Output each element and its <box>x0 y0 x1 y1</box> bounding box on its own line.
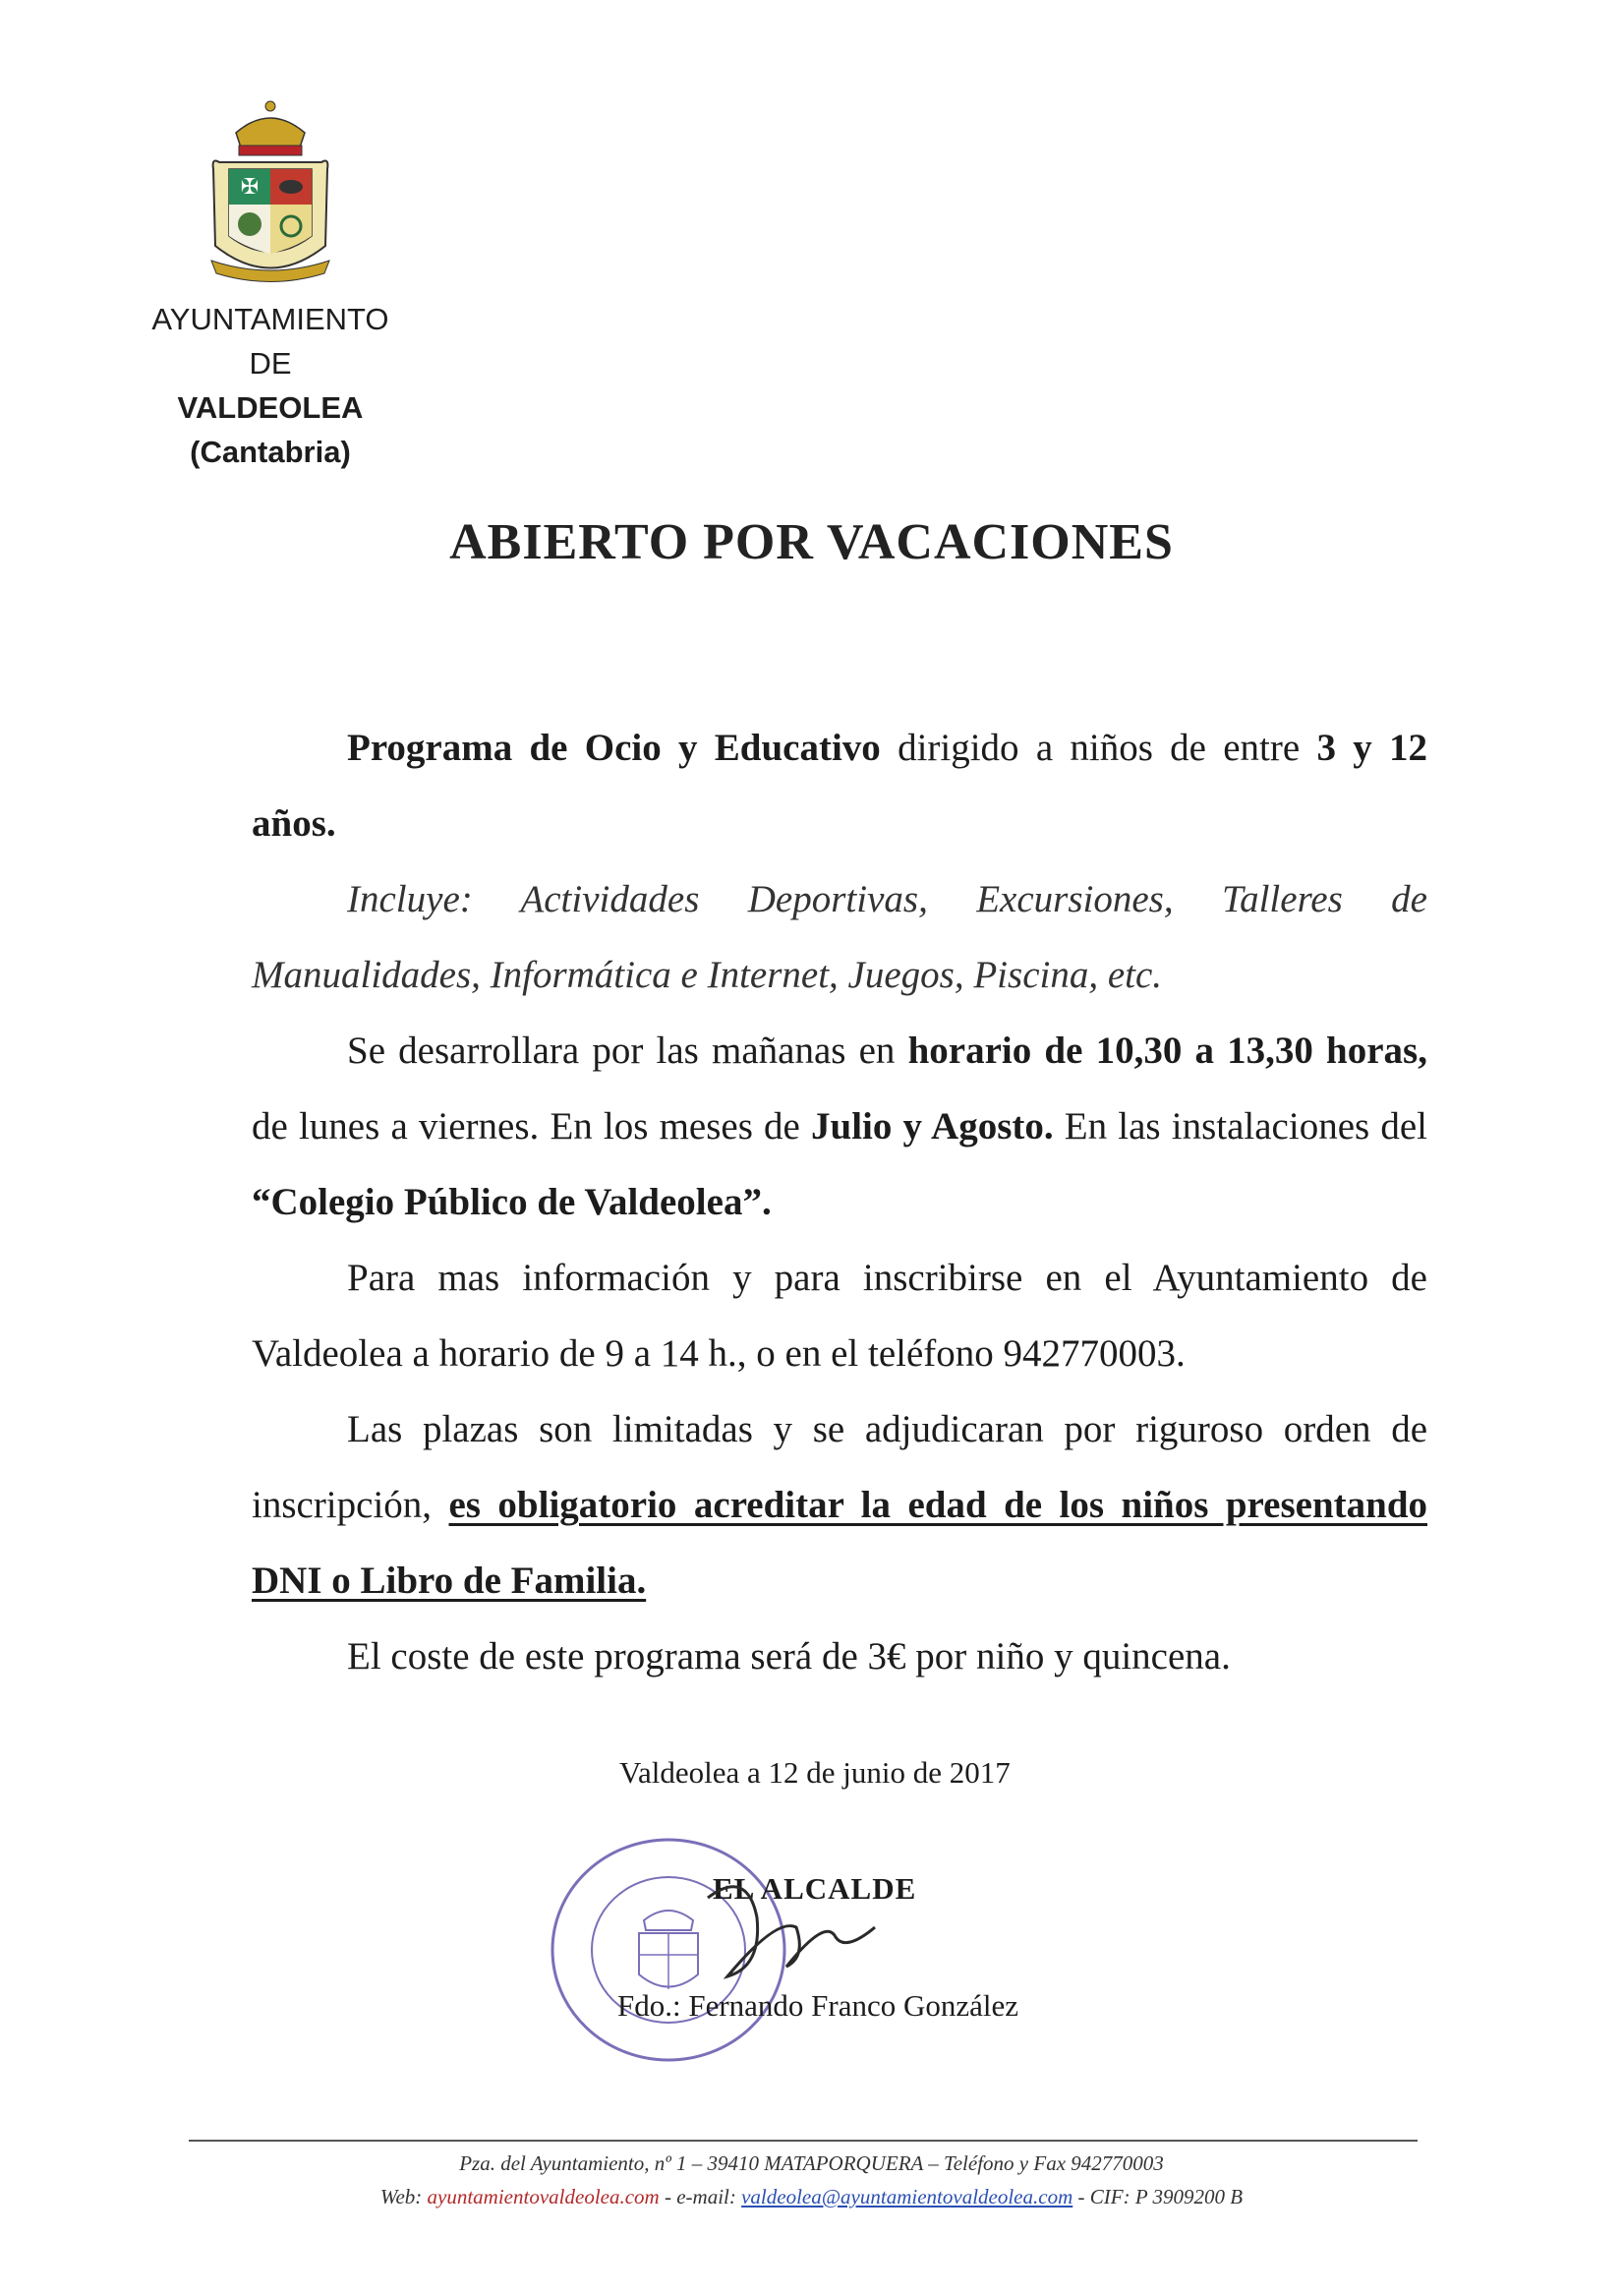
organization-name <box>98 297 442 474</box>
website-link[interactable]: ayuntamientovaldeolea.com <box>427 2185 660 2208</box>
mayor-title: EL ALCALDE <box>713 1871 917 1906</box>
org-line-3: VALDEOLEA <box>177 390 364 425</box>
notice-body <box>252 710 1427 1694</box>
signed-by: Fdo.: Fernando Franco González <box>617 1988 1019 2023</box>
paragraph-info: Para mas información y para inscribirse en el Ayuntamiento de Valdeolea a horario de 9 a 14 h., o en el teléfono 942770003. <box>252 1257 1427 1375</box>
coat-of-arms-logo <box>202 98 339 290</box>
svg-text:✠: ✠ <box>240 174 260 199</box>
venue-name: “Colegio Público de Valdeolea”. <box>252 1181 772 1223</box>
schedule-hours: horario de 10,30 a 13,30 horas, <box>907 1030 1427 1072</box>
email-label: - e-mail: <box>659 2185 742 2208</box>
org-line-1: AYUNTAMIENTO <box>151 302 389 336</box>
org-line-4: (Cantabria) <box>190 435 351 469</box>
paragraph-schedule <box>252 1013 1427 1240</box>
program-target: dirigido a niños de entre <box>880 727 1317 769</box>
email-link[interactable]: valdeolea@ayuntamientovaldeolea.com <box>741 2185 1073 2208</box>
paragraph-places <box>252 1391 1427 1619</box>
org-line-2: DE <box>249 346 292 381</box>
places-text: Las plazas son limitadas y se adjudicaran por riguroso orden de inscripción, <box>252 1408 1427 1526</box>
web-label: Web: <box>379 2185 428 2208</box>
paragraph-cost: El coste de este programa será de 3€ por niño y quincena. <box>347 1635 1231 1678</box>
paragraph-includes: Incluye: Actividades Deportivas, Excursiones, Talleres de Manualidades, Informática e Internet, Juegos, Piscina, etc. <box>252 878 1427 996</box>
footer-address: Pza. del Ayuntamiento, nº 1 – 39410 MATAPORQUERA – Teléfono y Fax 942770003 <box>459 2151 1164 2175</box>
footer-divider <box>189 2140 1418 2142</box>
age-range: 3 y 12 años. <box>252 727 1427 845</box>
handwritten-signature <box>688 1858 885 1996</box>
schedule-months: Julio y Agosto. <box>811 1105 1054 1148</box>
requirement-text: es obligatorio acreditar la edad de los niños presentando DNI o Libro de Familia. <box>252 1484 1428 1602</box>
schedule-intro: Se desarrollara por las mañanas en <box>347 1030 908 1072</box>
footer-contact <box>0 2185 1623 2209</box>
date-line: Valdeolea a 12 de junio de 2017 <box>619 1755 1011 1790</box>
paragraph-program <box>252 710 1427 861</box>
schedule-days: de lunes a viernes. En los meses de <box>252 1105 812 1148</box>
venue-intro: En las instalaciones del <box>1053 1105 1427 1148</box>
cif-text: - CIF: P 3909200 B <box>1072 2185 1244 2208</box>
page-title: ABIERTO POR VACACIONES <box>449 514 1174 570</box>
program-name: Programa de Ocio y Educativo <box>347 727 881 769</box>
